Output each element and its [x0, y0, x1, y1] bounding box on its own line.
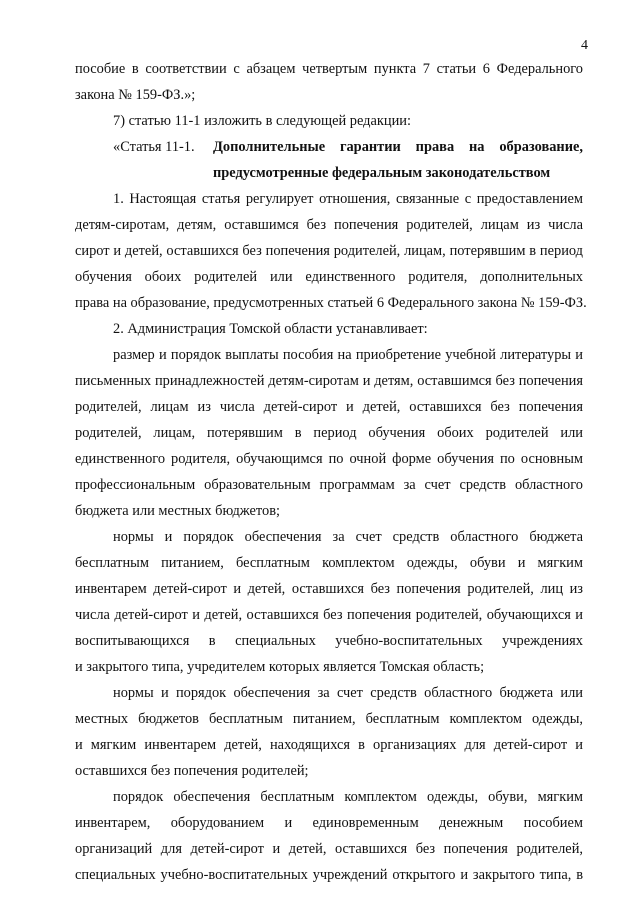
text-line: числа детей-сирот и детей, оставшихся без попечения родителей, обучающихся и	[75, 607, 583, 623]
text-line: закона № 159-ФЗ.»;	[75, 87, 196, 103]
text-line: нормы и порядок обеспечения за счет средств областного бюджета или	[113, 685, 583, 701]
text-line: бюджета или местных бюджетов;	[75, 503, 281, 519]
text-line: размер и порядок выплаты пособия на приобретение учебной литературы и	[113, 347, 583, 363]
text-line: инвентарем детей-сирот и детей, оставшихся без попечения родителей, лиц из	[75, 581, 583, 597]
text-line: специальных учебно-воспитательных учреждений открытого и закрытого типа, в	[75, 867, 583, 883]
text-line: воспитывающихся в специальных учебно-воспитательных учреждениях	[75, 633, 583, 649]
page-number: 4	[581, 38, 588, 53]
text-line: обучения обоих родителей или единственного родителя, дополнительных	[75, 269, 583, 285]
text-line: родителей, лицам, потерявшим в период обучения обоих родителей или	[75, 425, 583, 441]
text-line: организаций для детей-сирот и детей, оставшихся без попечения родителей,	[75, 841, 583, 857]
text-line: 2. Администрация Томской области устанавливает:	[113, 321, 428, 337]
text-line: пособие в соответствии с абзацем четвертым пункта 7 статьи 6 Федерального	[75, 61, 583, 77]
text-line: местных бюджетов бесплатным питанием, бесплатным комплектом одежды,	[75, 711, 583, 727]
text-line: письменных принадлежностей детям-сиротам и детям, оставшимся без попечения	[75, 373, 583, 389]
text-line: права на образование, предусмотренных статьей 6 Федерального закона № 159-ФЗ.	[75, 295, 587, 311]
text-line: 7) статью 11-1 изложить в следующей редакции:	[113, 113, 411, 129]
text-line: и закрытого типа, учредителем которых является Томская область;	[75, 659, 485, 675]
text-line: инвентарем, оборудованием и единовременным денежным пособием	[75, 815, 583, 831]
text-line: 1. Настоящая статья регулирует отношения, связанные с предоставлением	[113, 191, 583, 207]
text-line: и мягким инвентарем детей, находящихся в организациях для детей-сирот и	[75, 737, 583, 753]
article-title-line-2: предусмотренные федеральным законодательством	[213, 165, 551, 181]
text-line: оставшихся без попечения родителей;	[75, 763, 309, 779]
text-line: родителей, лицам из числа детей-сирот и детей, оставшихся без попечения	[75, 399, 583, 415]
article-label: «Статья 11-1.	[113, 139, 195, 155]
text-line: бесплатным питанием, бесплатным комплектом одежды, обуви и мягким	[75, 555, 583, 571]
article-title-line-1: Дополнительные гарантии права на образование,	[213, 139, 583, 155]
text-line: нормы и порядок обеспечения за счет средств областного бюджета	[113, 529, 583, 545]
text-line: детям-сиротам, детям, оставшимся без попечения родителей, лицам из числа	[75, 217, 583, 233]
text-line: порядок обеспечения бесплатным комплектом одежды, обуви, мягким	[113, 789, 583, 805]
text-line: сирот и детей, оставшихся без попечения родителей, лицам, потерявшим в период	[75, 243, 583, 259]
text-line: профессиональным образовательным программам за счет средств областного	[75, 477, 583, 493]
text-line: единственного родителя, обучающимся по очной форме обучения по основным	[75, 451, 583, 467]
